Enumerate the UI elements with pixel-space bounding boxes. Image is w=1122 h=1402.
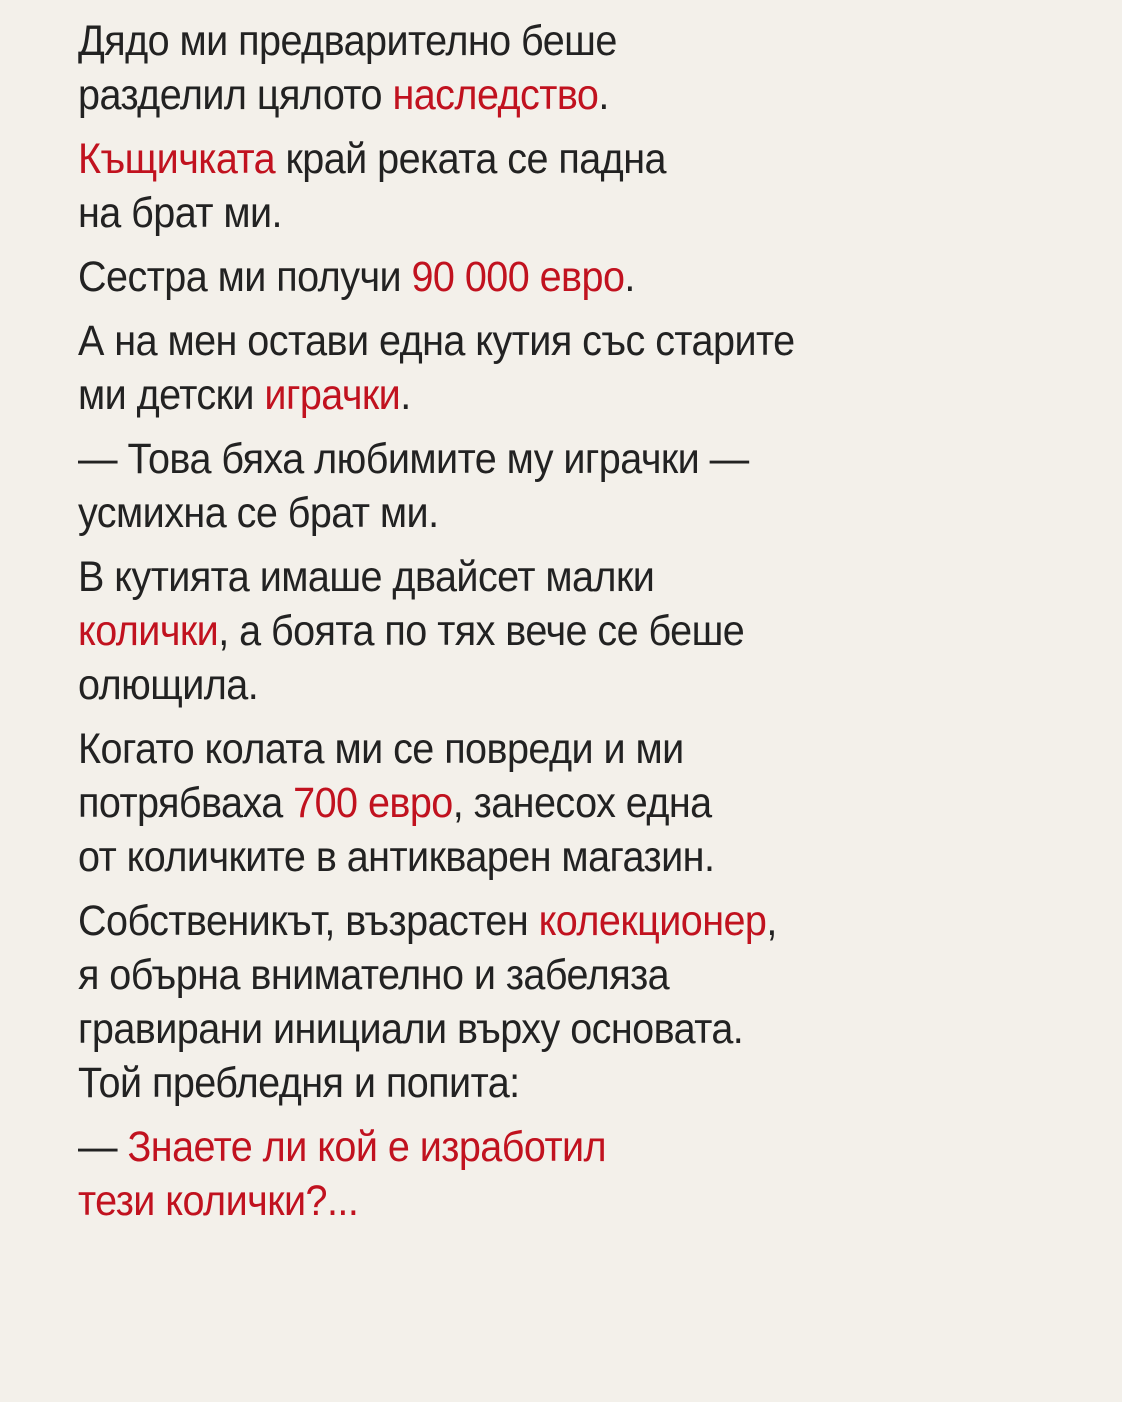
highlight-collector: колекционер [538,897,767,945]
highlight-toys: играчки [264,371,401,419]
paragraph-house [78,132,998,240]
paragraph-brother-quote [78,432,998,540]
paragraph-collector [78,894,998,1110]
text-span: , занесох една [452,779,712,827]
text-span: — [78,1123,128,1171]
text-line: от количките в антикварен магазин. [78,833,715,881]
text-line: гравирани инициали върху основата. [78,1005,744,1053]
paragraph-inheritance [78,14,998,122]
highlight-question-end: тези колички?... [78,1177,359,1225]
text-span: , а боята по тях вече се беше [218,607,745,655]
text-line: я обърна внимателно и забеляза [78,951,670,999]
text-line: — Това бяха любимите му играчки — [78,435,749,483]
text-span: ми детски [78,371,265,419]
text-line: Дядо ми предварително беше [78,17,617,65]
text-span: . [598,71,609,119]
paragraph-sister [78,250,998,304]
highlight-cars: колички [78,607,219,655]
paragraph-box [78,550,998,712]
text-span: Собственикът, възрастен [78,897,539,945]
highlight-repair-amount: 700 евро [293,779,453,827]
text-span: . [624,253,635,301]
text-span: потрябваха [78,779,294,827]
text-line: А на мен остави една кутия със старите [78,317,795,365]
paragraph-question [78,1120,998,1228]
text-span: разделил цялото [78,71,393,119]
story-text [78,14,998,1238]
text-span: Сестра ми получи [78,253,412,301]
paragraph-repair [78,722,998,884]
text-span: , [766,897,777,945]
text-line: Когато колата ми се повреди и ми [78,725,684,773]
highlight-inheritance: наследство [392,71,599,119]
highlight-house: Къщичката [78,135,276,183]
text-line: на брат ми. [78,189,282,237]
text-line: Той пребледня и попита: [78,1059,520,1107]
highlight-amount: 90 000 евро [411,253,625,301]
text-line: усмихна се брат ми. [78,489,439,537]
text-span: край реката се падна [275,135,666,183]
text-line: В кутията имаше двайсет малки [78,553,655,601]
paragraph-toys [78,314,998,422]
text-line: олющила. [78,661,259,709]
highlight-question: Знаете ли кой е изработил [127,1123,607,1171]
text-span: . [400,371,411,419]
